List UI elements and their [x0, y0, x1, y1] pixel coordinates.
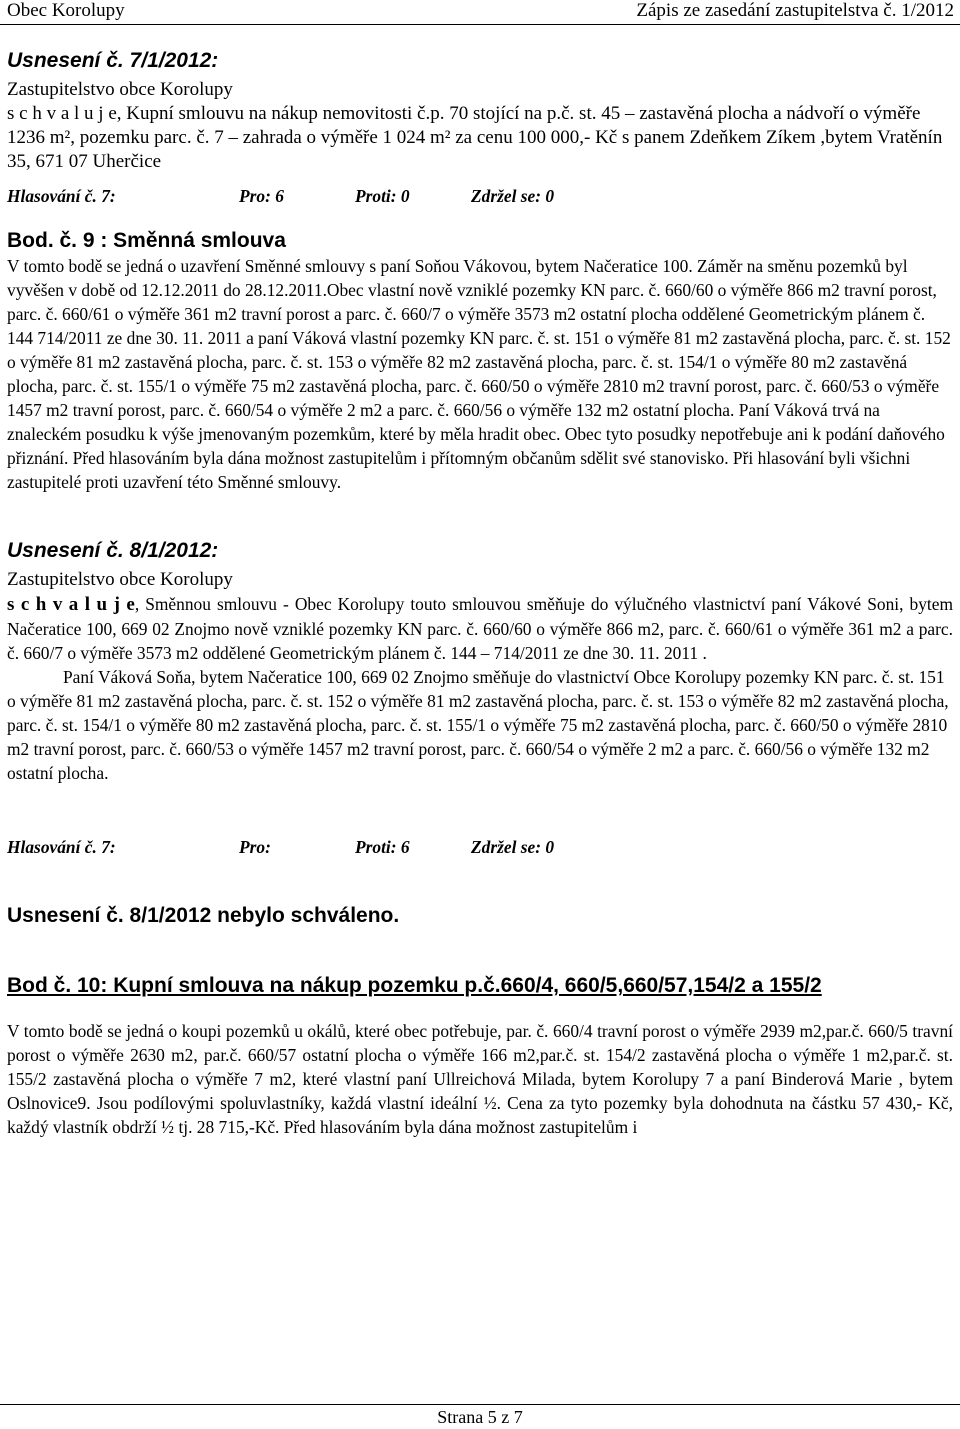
page-number: Strana 5 z 7	[437, 1407, 523, 1427]
resolution-7-body: , Kupní smlouvu na nákup nemovitosti č.p. 70 stojící na p.č. st. 45 – zastavěná plocha a nádvoří o výměře 1236 m², pozemku parc. č. 7 – zahrada o výměře 1 024 m² za cenu 100 000,- Kč s panem Zdeňkem Zíkem ,bytem Vratěnín 35, 671 07 Uherčice	[7, 103, 943, 172]
header-municipality: Obec Korolupy	[7, 0, 125, 21]
item-10-text: V tomto bodě se jedná o koupi pozemků u okálů, které obec potřebuje, par. č. 660/4 travní porost o výměře 2939 m2,par.č. 660/5 travní porost o výměře 2630 m2, par.č. 660/57 ostatní plocha o výměře 166 m2,par.č. st. 154/2 zastavěná plocha o výměře 1 m2,par.č. st. 155/2 zastavěná plocha o výměře 7 m2, které vlastní paní Ullreichová Milada, bytem Korolupy 7 a paní Binderová Marie , bytem Oslnovice9. Jsou podílovými spoluvlastníky, každá vlastní ideální ½. Cena za tyto pozemky byla dohodnuta na částku 57 430,- Kč, každý vlastník obdrží ½ tj. 28 715,-Kč. Před hlasováním byla dána možnost zastupitelům i	[7, 1021, 953, 1137]
resolution-7-verb: s c h v a l u j e	[7, 103, 117, 124]
resolution-8-body-1: , Směnnou smlouvu - Obec Korolupy touto smlouvou směňuje do výlučného vlastnictví paní Vákové Soni, bytem Načeratice 100, 669 02 Znojmo nově vzniklé pozemky KN parc. č. 660/60 o výměře 866 m2, parc. č. 660/61 o výměře 361 m2 a parc. č. 660/7 o výměře 3573 m2 oddělené Geometrickým plánem č. 144 – 714/2011 ze dne 30. 11. 2011 .	[7, 594, 954, 663]
vote-7-label: Hlasování č. 7:	[7, 186, 116, 206]
vote-8-pro: Pro:	[239, 837, 271, 857]
resolution-8-text-2: Paní Váková Soňa, bytem Načeratice 100, 669 02 Znojmo směňuje do vlastnictví Obce Korolupy pozemky KN parc. č. st. 151 o výměře 81 m2 zastavěná plocha, parc. č. st. 152 o výměře 81 m2 zastavěná plocha, parc. č. st. 153 o výměře 82 m2 zastavěná plocha, parc. č. st. 154/1 o výměře 80 m2 zastavěná plocha, parc. č. st. 155/1 o výměře 75 m2 zastavěná plocha, parc. č. 660/50 o výměře 2810 m2 travní porost, parc. č. 660/53 o výměře 1457 m2 travní porost, parc. č. 660/54 o výměře 2 m2 a parc. č. 660/56 o výměře 132 m2 ostatní plocha.	[7, 667, 949, 783]
page-header	[0, 0, 960, 25]
item-9-heading: Bod. č. 9 : Směnná smlouva	[7, 229, 286, 252]
item-10	[7, 973, 953, 1139]
resolution-7	[7, 48, 953, 208]
resolution-8-verb: s c h v a l u j e	[7, 594, 135, 615]
item-9	[7, 228, 953, 494]
resolution-8	[7, 538, 953, 929]
vote-8-line	[7, 835, 953, 859]
resolution-7-org: Zastupitelstvo obce Korolupy	[7, 79, 233, 100]
item-10-heading: Bod č. 10: Kupní smlouva na nákup pozemku p.č.660/4, 660/5,660/57,154/2 a 155/2	[7, 974, 822, 997]
vote-8-zdrzel: Zdržel se: 0	[471, 837, 555, 857]
resolution-7-text	[7, 102, 953, 174]
vote-7-zdrzel: Zdržel se: 0	[471, 186, 555, 206]
page-footer	[0, 1404, 960, 1429]
resolution-8-result: Usnesení č. 8/1/2012 nebylo schváleno.	[7, 904, 400, 927]
resolution-7-heading: Usnesení č. 7/1/2012:	[7, 49, 219, 72]
resolution-8-heading: Usnesení č. 8/1/2012:	[7, 539, 219, 562]
header-document-title: Zápis ze zasedání zastupitelstva č. 1/2012	[636, 0, 954, 21]
item-9-text: V tomto bodě se jedná o uzavření Směnné smlouvy s paní Soňou Vákovou, bytem Načeratice 100. Záměr na směnu pozemků byl vyvěšen v době od 12.12.2011 do 28.12.2011.Obec vlastní nově vzniklé pozemky KN parc. č. 660/60 o výměře 866 m2 travní porost, parc. č. 660/61 o výměře 361 m2 travní porost a parc. č. 660/7 o výměře 3573 m2 ostatní plocha oddělené Geometrickým plánem č. 144 714/2011 ze dne 30. 11. 2011 a paní Váková vlastní pozemky KN parc. č. st. 151 o výměře 81 m2 zastavěná plocha, parc. č. st. 152 o výměře 81 m2 zastavěná plocha, parc. č. st. 153 o výměře 82 m2 zastavěná plocha, parc. č. st. 154/1 o výměře 80 m2 zastavěná plocha, parc. č. st. 155/1 o výměře 75 m2 zastavěná plocha, parc. č. 660/50 o výměře 2810 m2 travní porost, parc. č. 660/53 o výměře 1457 m2 travní porost, parc. č. 660/54 o výměře 2 m2 a parc. č. 660/56 o výměře 132 m2 ostatní plocha. Paní Váková trvá na znaleckém posudku k výše jmenovaným pozemkům, které by měla hradit obec. Obec tyto posudky nepotřebuje ani k podání daňového přiznání. Před hlasováním byla dána možnost zastupitelům i přítomným občanům sdělit své stanovisko. Při hlasování byli všichni zastupitelé proti uzavření této Směnné smlouvy.	[7, 256, 951, 492]
resolution-8-text-1	[7, 592, 953, 665]
vote-8-label: Hlasování č. 7:	[7, 837, 116, 857]
vote-7-pro: Pro: 6	[239, 186, 284, 206]
resolution-8-org: Zastupitelstvo obce Korolupy	[7, 569, 233, 590]
vote-7-proti: Proti: 0	[355, 186, 410, 206]
document-body	[7, 34, 953, 1139]
vote-7-line	[7, 184, 953, 208]
vote-8-proti: Proti: 6	[355, 837, 410, 857]
